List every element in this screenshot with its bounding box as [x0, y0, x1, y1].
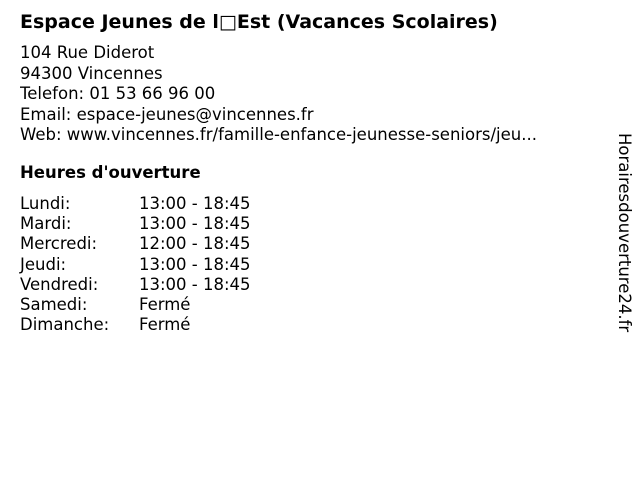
email-line: Email: espace-jeunes@vincennes.fr — [20, 104, 314, 124]
hours-day: Mercredi: — [20, 234, 98, 254]
hours-time: 13:00 - 18:45 — [139, 194, 251, 213]
hours-day: Vendredi: — [20, 274, 99, 294]
hours-time: Fermé — [139, 295, 191, 315]
hours-row-monday — [20, 194, 251, 214]
hours-row-friday — [20, 275, 251, 295]
hours-row-tuesday — [20, 214, 251, 234]
hours-row-saturday — [20, 295, 251, 315]
opening-hours-table — [20, 194, 251, 335]
hours-day: Dimanche: — [20, 315, 110, 335]
hours-time: 13:00 - 18:45 — [139, 274, 251, 294]
hours-day: Samedi: — [20, 295, 88, 315]
hours-time: Fermé — [139, 315, 191, 335]
hours-time: 13:00 - 18:45 — [139, 214, 251, 234]
hours-row-sunday — [20, 315, 251, 335]
phone-line: Telefon: 01 53 66 96 00 — [20, 84, 216, 103]
hours-row-wednesday — [20, 234, 251, 254]
hours-day: Mardi: — [20, 214, 72, 234]
address-block — [20, 43, 600, 146]
brand-watermark: Horairesdouverture24.fr — [615, 133, 634, 333]
web-line: Web: www.vincennes.fr/famille-enfance-jeunesse-seniors/jeu... — [20, 125, 537, 144]
opening-hours-heading: Heures d'ouverture — [20, 163, 201, 182]
address-city: 94300 Vincennes — [20, 63, 163, 83]
page-title: Espace Jeunes de l□Est (Vacances Scolaires) — [20, 11, 498, 33]
hours-day: Jeudi: — [20, 254, 67, 274]
address-street: 104 Rue Diderot — [20, 43, 155, 62]
hours-time: 12:00 - 18:45 — [139, 234, 251, 254]
hours-row-thursday — [20, 255, 251, 275]
hours-time: 13:00 - 18:45 — [139, 254, 251, 274]
hours-day: Lundi: — [20, 194, 71, 213]
